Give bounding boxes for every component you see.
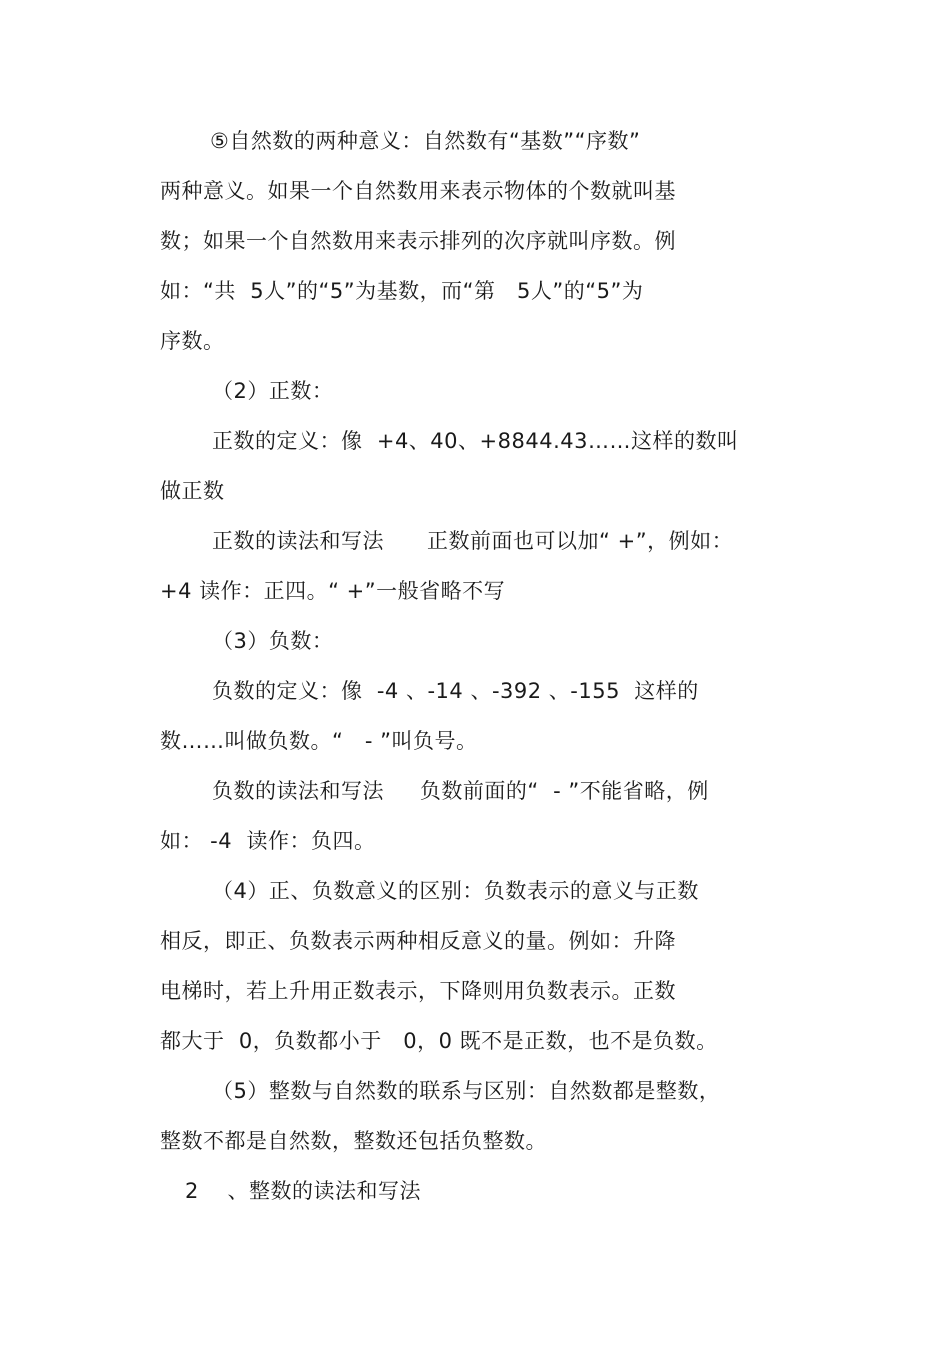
section-heading-negative: （3）负数：: [212, 629, 334, 653]
text-line-8: 做正数: [160, 479, 225, 503]
text-line-16: （4）正、负数意义的区别：负数表示的意义与正数: [212, 879, 699, 903]
text-line-17: 相反，即正、负数表示两种相反意义的量。例如：升降: [160, 929, 676, 953]
text-line-14: 负数的读法和写法 负数前面的“ - ”不能省略，例: [212, 779, 709, 803]
text-line-15: 如： -4 读作：负四。: [160, 829, 376, 853]
text-line-7: 正数的定义：像 +4、40、+8844.43……这样的数叫: [212, 429, 739, 453]
text-line-19: 都大于 0，负数都小于 0，0 既不是正数，也不是负数。: [160, 1029, 718, 1053]
text-line-9: 正数的读法和写法 正数前面也可以加“ +”，例如：: [212, 529, 734, 553]
text-line-1: ⑤自然数的两种意义：自然数有“基数”“序数”: [210, 129, 641, 153]
text-line-20: （5）整数与自然数的联系与区别：自然数都是整数，: [212, 1079, 721, 1103]
section-heading-integer-read-write: 2 、整数的读法和写法: [185, 1179, 422, 1203]
text-line-18: 电梯时，若上升用正数表示，下降则用负数表示。正数: [160, 979, 676, 1003]
text-line-21: 整数不都是自然数，整数还包括负整数。: [160, 1129, 547, 1153]
text-line-2: 两种意义。如果一个自然数用来表示物体的个数就叫基: [160, 179, 676, 203]
text-line-12: 负数的定义：像 -4 、-14 、-392 、-155 这样的: [212, 679, 699, 703]
text-line-10: +4 读作：正四。“ +”一般省略不写: [160, 579, 506, 603]
text-line-13: 数……叫做负数。“ - ”叫负号。: [160, 729, 478, 753]
text-line-5: 序数。: [160, 329, 225, 353]
text-line-3: 数；如果一个自然数用来表示排列的次序就叫序数。例: [160, 229, 676, 253]
text-line-4: 如：“共 5人”的“5”为基数，而“第 5人”的“5”为: [160, 279, 644, 303]
section-heading-positive: （2）正数：: [212, 379, 334, 403]
